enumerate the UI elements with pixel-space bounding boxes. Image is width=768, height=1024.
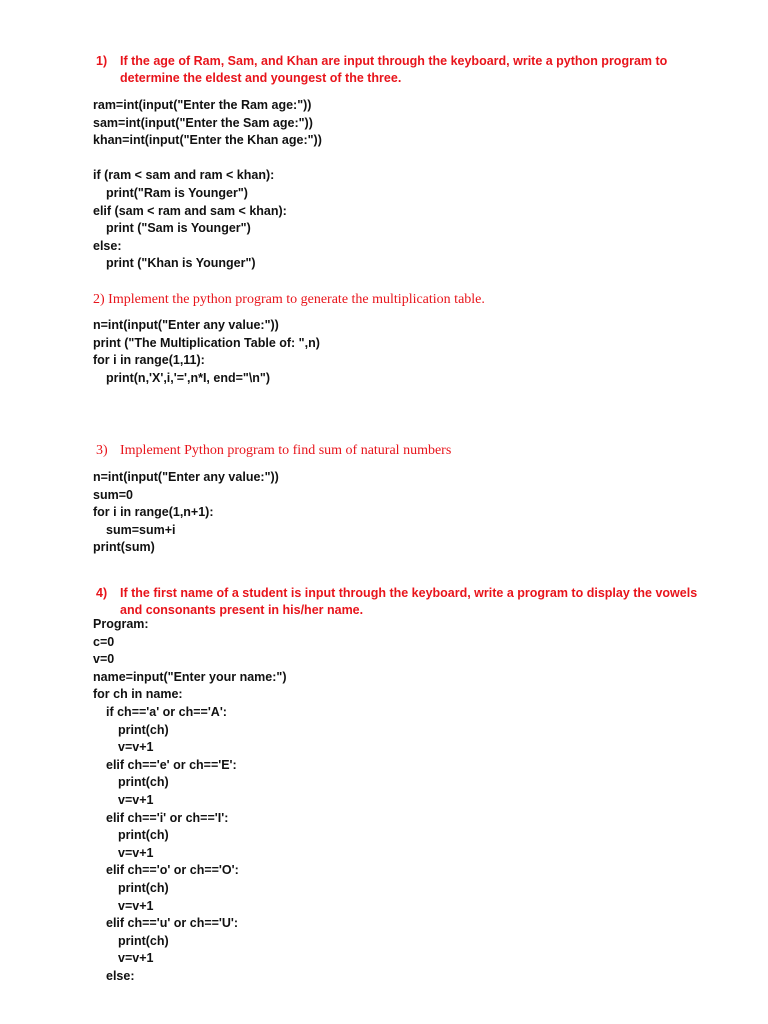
code-line: sam=int(input("Enter the Sam age:")) <box>93 115 313 130</box>
code-line: print ("Khan is Younger") <box>106 256 256 271</box>
code-line: v=v+1 <box>118 898 154 913</box>
question-1-number: 1) <box>96 54 108 68</box>
code-line: elif ch=='e' or ch=='E': <box>106 757 237 772</box>
code-line: khan=int(input("Enter the Khan age:")) <box>93 133 322 148</box>
code-line: print(ch) <box>118 933 169 948</box>
code-line: v=v+1 <box>118 792 154 807</box>
code-block-4 <box>93 616 286 985</box>
question-3-number: 3) <box>96 443 108 458</box>
code-line: if (ram < sam and ram < khan): <box>93 168 275 183</box>
code-block-1 <box>93 97 322 273</box>
code-line: n=int(input("Enter any value:")) <box>93 470 279 484</box>
code-line: print ("The Multiplication Table of: ",n) <box>93 335 320 350</box>
code-line: v=v+1 <box>118 845 154 860</box>
question-3 <box>96 442 596 459</box>
code-line: sum=0 <box>93 487 133 502</box>
code-block-3 <box>93 469 279 557</box>
code-block-2 <box>93 317 320 387</box>
question-4-text: If the first name of a student is input through the keyboard, write a program to display the vowels and consonants present in his/her name. <box>120 586 698 617</box>
code-line: for ch in name: <box>93 687 183 702</box>
blank-line <box>93 150 322 168</box>
code-line: n=int(input("Enter any value:")) <box>93 318 279 332</box>
code-line: print(sum) <box>93 540 155 555</box>
code-line: print ("Sam is Younger") <box>106 221 251 236</box>
code-line: elif ch=='u' or ch=='U': <box>106 916 239 931</box>
question-2-title: 2) Implement the python program to generate the multiplication table. <box>93 292 485 307</box>
code-line: if ch=='a' or ch=='A': <box>106 704 227 719</box>
code-line: v=v+1 <box>118 740 154 755</box>
code-line: v=0 <box>93 652 115 667</box>
question-1 <box>96 53 736 89</box>
code-line: elif (sam < ram and sam < khan): <box>93 203 287 218</box>
code-line: print("Ram is Younger") <box>106 185 248 200</box>
question-4-number: 4) <box>96 586 108 600</box>
question-3-text: Implement Python program to find sum of natural numbers <box>120 443 452 458</box>
code-line: for i in range(1,11): <box>93 353 205 368</box>
code-line: name=input("Enter your name:") <box>93 669 287 684</box>
code-line: elif ch=='i' or ch=='I': <box>106 810 229 825</box>
code-line: v=v+1 <box>118 951 154 966</box>
code-line: ram=int(input("Enter the Ram age:")) <box>93 98 312 112</box>
code-line: else: <box>106 968 135 983</box>
code-line: sum=sum+i <box>106 522 176 537</box>
code-line: c=0 <box>93 634 115 649</box>
code-line: print(ch) <box>118 880 169 895</box>
code-line: Program: <box>93 617 149 631</box>
code-line: else: <box>93 238 122 253</box>
code-line: elif ch=='o' or ch=='O': <box>106 863 239 878</box>
question-1-text: If the age of Ram, Sam, and Khan are input through the keyboard, write a python program to determine the eldest and youngest of the three. <box>120 54 668 85</box>
code-line: print(ch) <box>118 775 169 790</box>
code-line: for i in range(1,n+1): <box>93 505 214 520</box>
code-line: print(ch) <box>118 828 169 843</box>
code-line: print(n,'X',i,'=',n*I, end="\n") <box>106 370 271 385</box>
code-line: print(ch) <box>118 722 169 737</box>
